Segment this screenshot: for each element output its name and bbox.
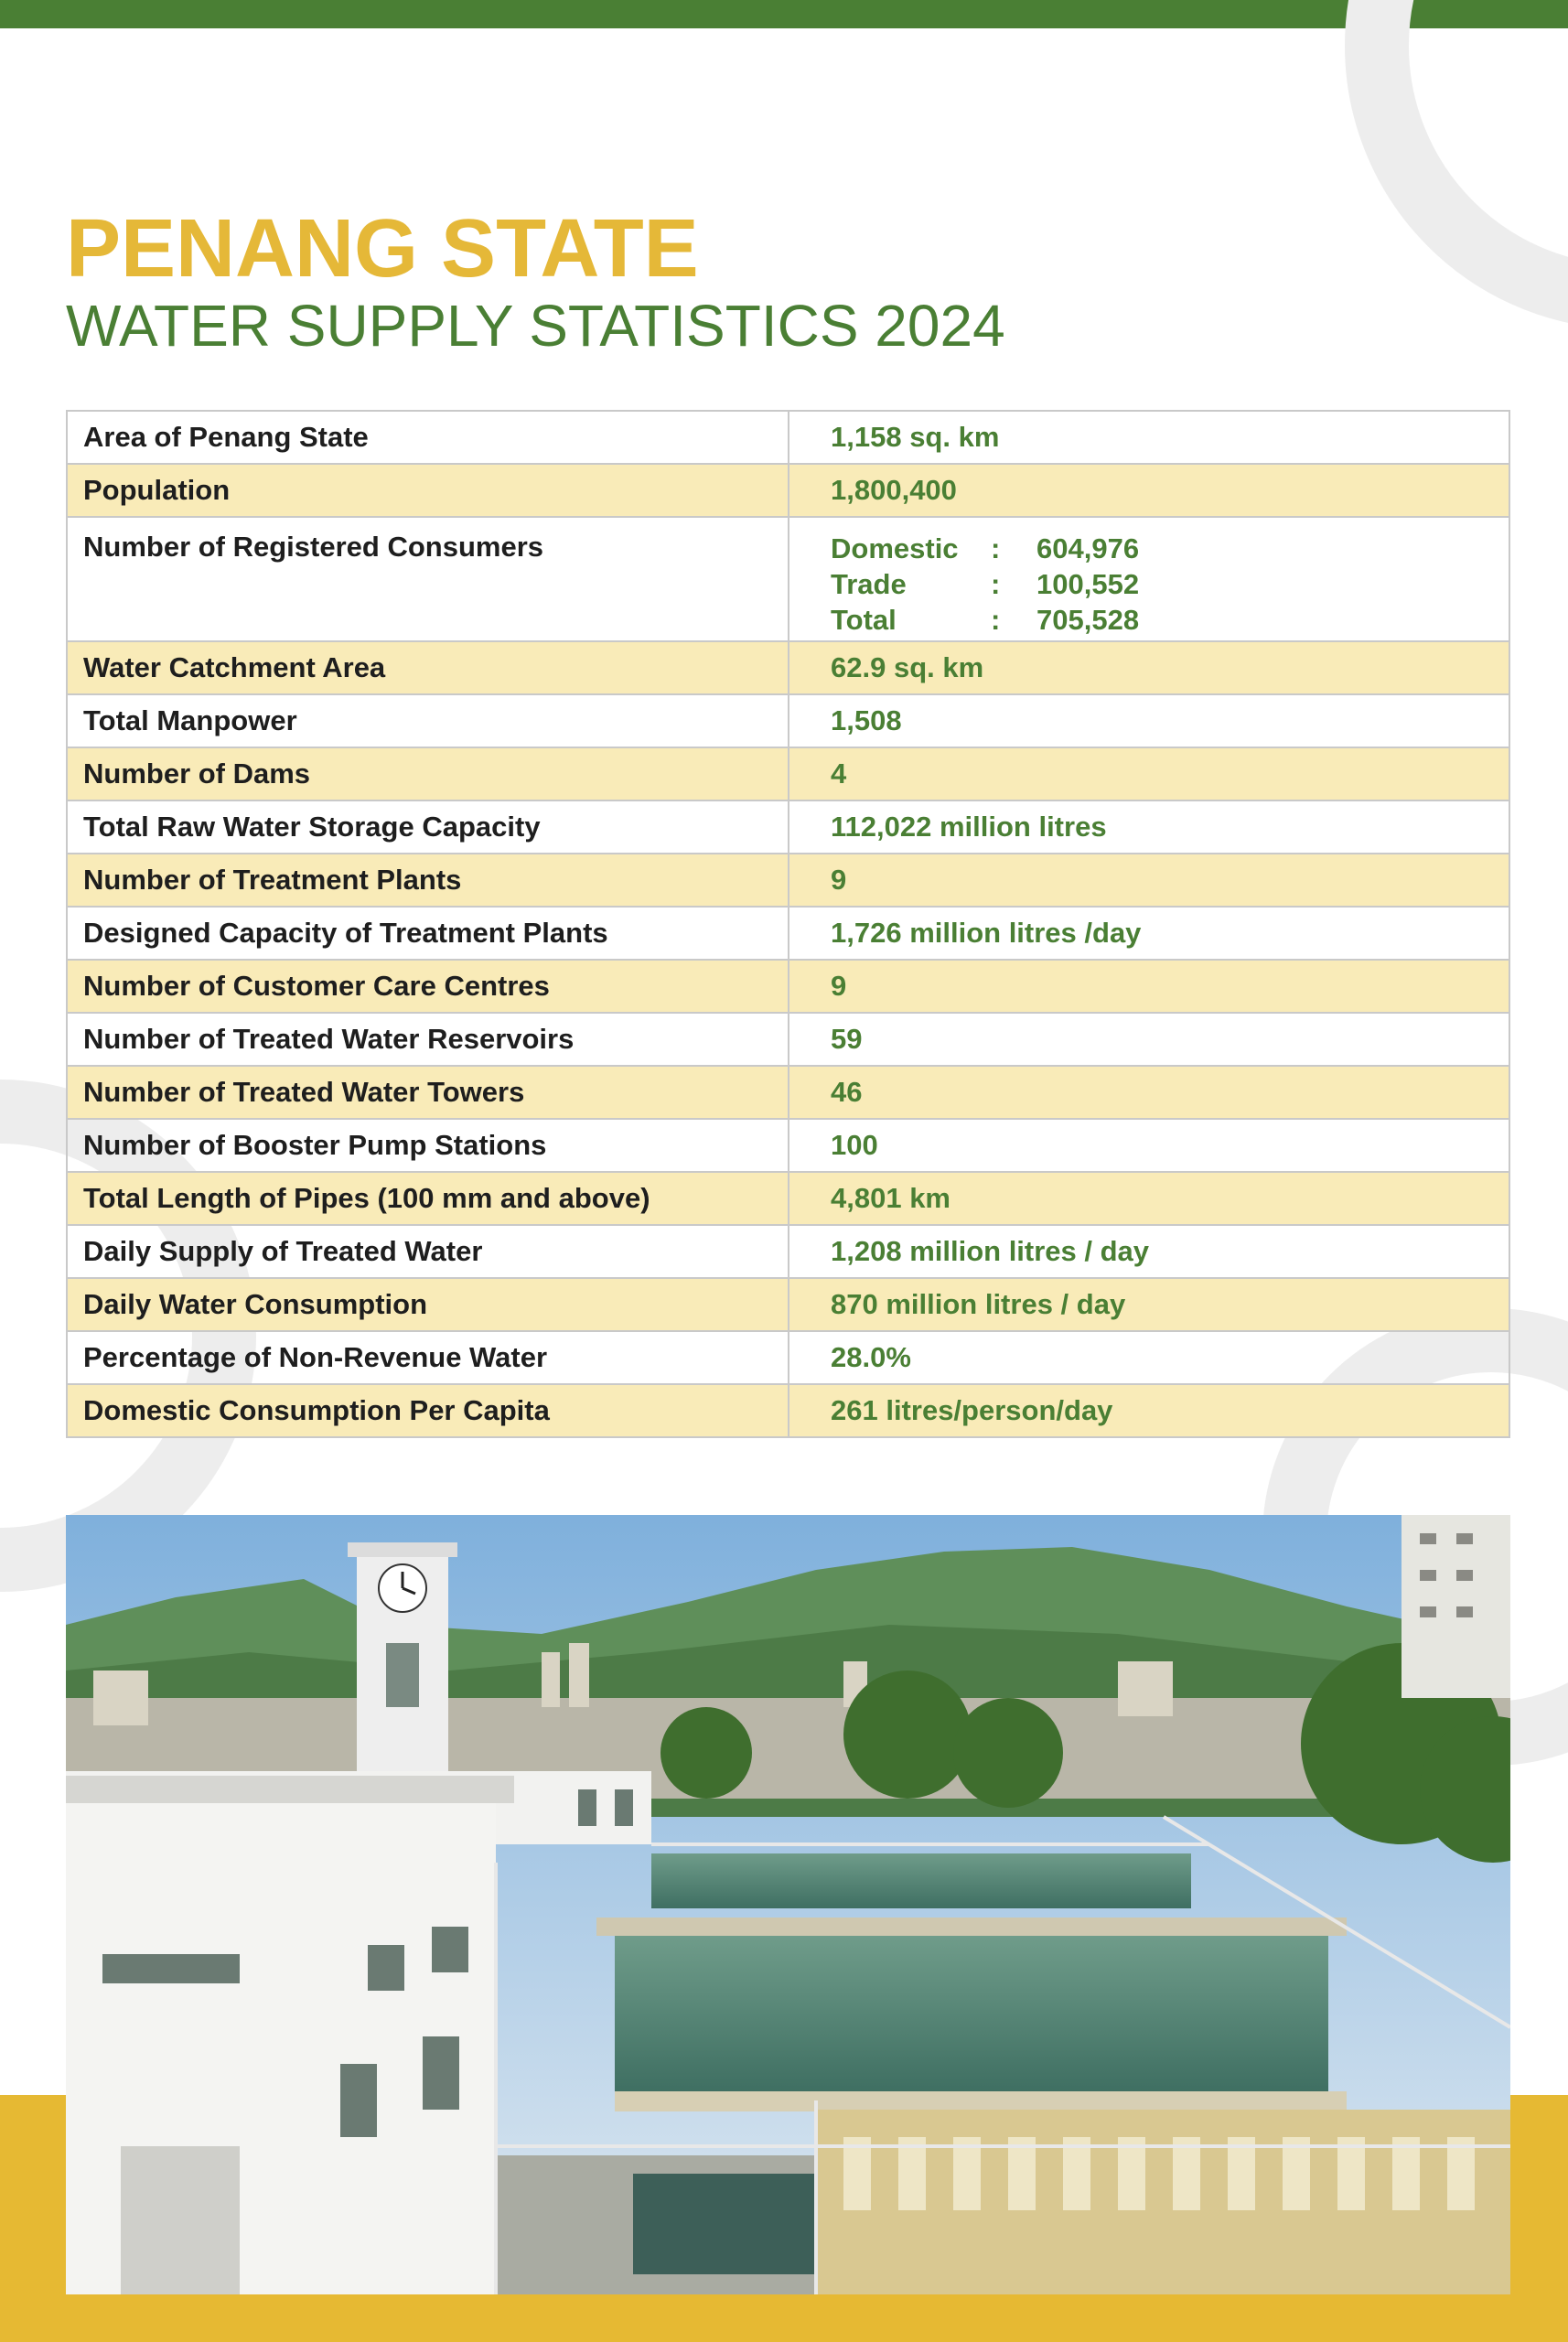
row-label: Total Raw Water Storage Capacity	[67, 800, 789, 854]
row-label: Number of Treatment Plants	[67, 854, 789, 907]
row-value: 4,801 km	[789, 1172, 1509, 1225]
table-row	[67, 1384, 1509, 1437]
table-row	[67, 907, 1509, 960]
row-value: 1,158 sq. km	[789, 411, 1509, 464]
row-label: Population	[67, 464, 789, 517]
row-value: 46	[789, 1066, 1509, 1119]
row-label: Number of Dams	[67, 747, 789, 800]
row-value: 261 litres/person/day	[789, 1384, 1509, 1437]
row-label: Number of Registered Consumers	[67, 517, 789, 641]
breakdown-row	[831, 531, 1139, 566]
row-value: 1,208 million litres / day	[789, 1225, 1509, 1278]
decorative-ring	[1345, 0, 1568, 329]
row-label: Total Length of Pipes (100 mm and above)	[67, 1172, 789, 1225]
row-value: 1,800,400	[789, 464, 1509, 517]
page-title: PENANG STATE	[66, 203, 699, 295]
table-row	[67, 694, 1509, 747]
row-value: 28.0%	[789, 1331, 1509, 1384]
treatment-plant-photo	[66, 1515, 1510, 2294]
row-label: Daily Water Consumption	[67, 1278, 789, 1331]
row-label: Number of Treated Water Reservoirs	[67, 1013, 789, 1066]
breakdown-name: Total	[831, 604, 897, 636]
row-value: 112,022 million litres	[789, 800, 1509, 854]
consumers-breakdown-list	[831, 531, 1139, 638]
table-row	[67, 800, 1509, 854]
table-row	[67, 1172, 1509, 1225]
top-accent-bar	[0, 0, 1568, 28]
breakdown-separator: :	[991, 532, 1001, 564]
table-row	[67, 1119, 1509, 1172]
row-label: Daily Supply of Treated Water	[67, 1225, 789, 1278]
row-value: 870 million litres / day	[789, 1278, 1509, 1331]
row-value: 62.9 sq. km	[789, 641, 1509, 694]
row-label: Water Catchment Area	[67, 641, 789, 694]
table-row	[67, 517, 1509, 641]
table-row	[67, 411, 1509, 464]
row-value: 1,508	[789, 694, 1509, 747]
table-row	[67, 854, 1509, 907]
breakdown-value: 100,552	[1036, 568, 1140, 600]
consumers-breakdown	[789, 517, 1509, 641]
row-label: Number of Treated Water Towers	[67, 1066, 789, 1119]
row-label: Designed Capacity of Treatment Plants	[67, 907, 789, 960]
row-value: 1,726 million litres /day	[789, 907, 1509, 960]
row-label: Domestic Consumption Per Capita	[67, 1384, 789, 1437]
row-value: 9	[789, 960, 1509, 1013]
table-row	[67, 1278, 1509, 1331]
breakdown-name: Domestic	[831, 532, 959, 564]
table-row	[67, 960, 1509, 1013]
table-row	[67, 1013, 1509, 1066]
table-row	[67, 1066, 1509, 1119]
breakdown-value: 604,976	[1036, 532, 1140, 564]
row-value: 4	[789, 747, 1509, 800]
statistics-table	[66, 410, 1510, 1438]
page-subtitle: WATER SUPPLY STATISTICS 2024	[66, 293, 1005, 359]
treatment-plant-illustration	[66, 1515, 1510, 2294]
table-row	[67, 1225, 1509, 1278]
breakdown-separator: :	[991, 604, 1001, 636]
table-row	[67, 464, 1509, 517]
table-row	[67, 641, 1509, 694]
table-row	[67, 747, 1509, 800]
breakdown-name: Trade	[831, 568, 907, 600]
row-label: Number of Customer Care Centres	[67, 960, 789, 1013]
breakdown-row	[831, 602, 1139, 638]
breakdown-value: 705,528	[1036, 604, 1140, 636]
table-row	[67, 1331, 1509, 1384]
breakdown-separator: :	[991, 568, 1001, 600]
row-label: Number of Booster Pump Stations	[67, 1119, 789, 1172]
breakdown-row	[831, 566, 1139, 602]
row-label: Area of Penang State	[67, 411, 789, 464]
row-label: Total Manpower	[67, 694, 789, 747]
row-value: 59	[789, 1013, 1509, 1066]
row-value: 100	[789, 1119, 1509, 1172]
row-label: Percentage of Non-Revenue Water	[67, 1331, 789, 1384]
row-value: 9	[789, 854, 1509, 907]
